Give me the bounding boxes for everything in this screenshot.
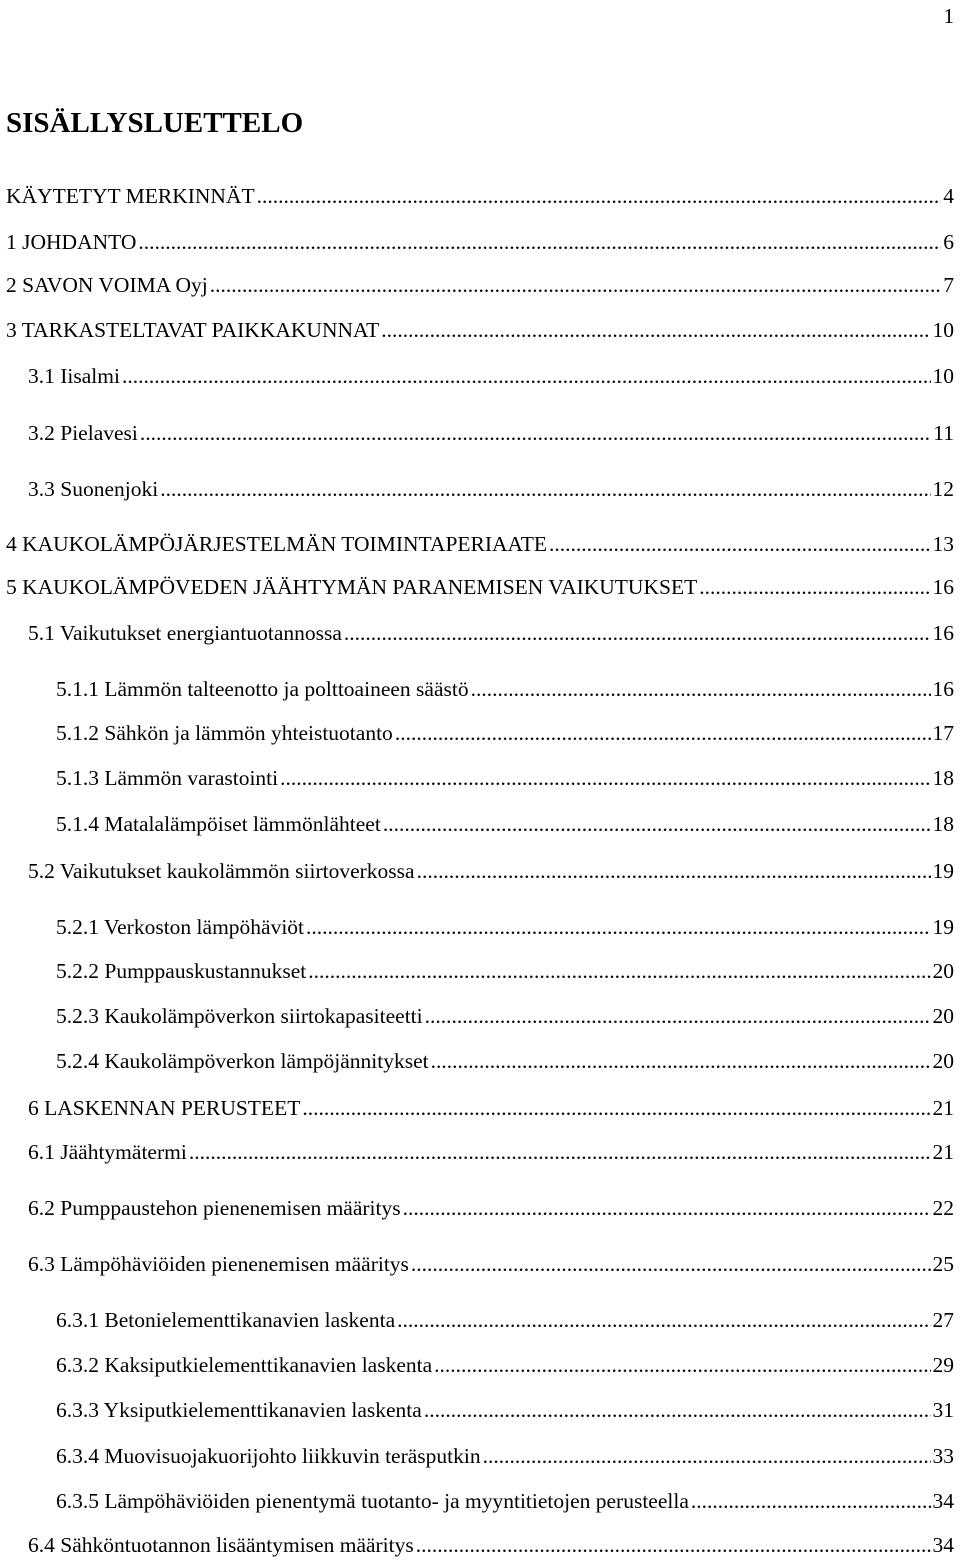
toc-entry-page: 19 (932, 859, 954, 883)
toc-entry[interactable] (56, 1395, 954, 1425)
toc-entry-title: 5.1.4 Matalalämpöiset lämmönlähteet (56, 812, 381, 836)
page-number: 1 (943, 4, 954, 28)
toc-entry[interactable] (28, 1137, 954, 1167)
toc-entry[interactable] (6, 227, 954, 257)
toc-entry[interactable] (6, 315, 954, 345)
toc-entry-page: 13 (932, 532, 954, 556)
toc-entry-page: 20 (932, 1049, 954, 1073)
dot-leader (691, 1486, 931, 1516)
toc-entry[interactable] (56, 1305, 954, 1335)
toc-entry[interactable] (56, 1046, 954, 1076)
toc-entry-page: 7 (943, 273, 954, 297)
dot-leader (257, 181, 942, 211)
toc-entry-page: 34 (932, 1489, 954, 1513)
toc-entry-page: 16 (932, 575, 954, 599)
toc-entry-page: 21 (932, 1140, 954, 1164)
toc-entry-title: 6.3 Lämpöhäviöiden pienenemisen määritys (28, 1252, 409, 1276)
dot-leader (308, 956, 930, 986)
toc-entry[interactable] (56, 1486, 954, 1516)
toc-entry[interactable] (6, 529, 954, 559)
toc-entry-title: 3.1 Iisalmi (28, 364, 120, 388)
toc-entry-page: 31 (932, 1398, 954, 1422)
dot-leader (434, 1350, 930, 1380)
toc-entry[interactable] (6, 572, 954, 602)
toc-entry-page: 27 (932, 1308, 954, 1332)
toc-entry[interactable] (28, 1093, 954, 1123)
toc-entry-title: 6 LASKENNAN PERUSTEET (28, 1096, 301, 1120)
dot-leader (138, 227, 941, 257)
toc-entry-page: 12 (932, 477, 954, 501)
toc-entry-title: 5.2 Vaikutukset kaukolämmön siirtoverkossa (28, 859, 415, 883)
toc-entry[interactable] (28, 474, 954, 504)
toc-entry-title: 6.3.3 Yksiputkielementtikanavien laskenta (56, 1398, 422, 1422)
toc-entry-page: 16 (932, 677, 954, 701)
toc-entry-page: 11 (933, 421, 954, 445)
toc-entry-title: 6.4 Sähköntuotannon lisääntymisen määritys (28, 1533, 414, 1557)
dot-leader (549, 529, 931, 559)
toc-entry-page: 29 (932, 1353, 954, 1377)
toc-entry-title: 5.2.3 Kaukolämpöverkon siirtokapasiteetti (56, 1004, 423, 1028)
dot-leader (425, 1001, 931, 1031)
toc-entry[interactable] (56, 809, 954, 839)
toc-entry-page: 22 (932, 1196, 954, 1220)
toc-entry-title: 5.1.3 Lämmön varastointi (56, 766, 279, 790)
dot-leader (483, 1441, 931, 1471)
dot-leader (411, 1249, 931, 1279)
toc-entry[interactable] (6, 270, 954, 300)
dot-leader (210, 270, 942, 300)
toc-entry-page: 18 (932, 812, 954, 836)
dot-leader (160, 474, 930, 504)
dot-leader (302, 1093, 930, 1123)
dot-leader (395, 718, 931, 748)
toc-entry-title: 3.2 Pielavesi (28, 421, 138, 445)
toc-entry[interactable] (28, 1249, 954, 1279)
toc-entry[interactable] (28, 856, 954, 886)
dot-leader (383, 809, 931, 839)
toc-entry-title: 6.3.5 Lämpöhäviöiden pienentymä tuotanto- ja myyntitietojen perusteella (56, 1489, 689, 1513)
toc-entry-title: 3.3 Suonenjoki (28, 477, 159, 501)
dot-leader (140, 418, 931, 448)
dot-leader (344, 618, 931, 648)
toc-entry[interactable] (28, 361, 954, 391)
toc-entry[interactable] (6, 181, 954, 211)
toc-entry[interactable] (56, 763, 954, 793)
toc-entry-page: 34 (932, 1533, 954, 1557)
toc-entry-page: 20 (932, 959, 954, 983)
dot-leader (424, 1395, 931, 1425)
toc-entry-title: 6.2 Pumppaustehon pienenemisen määritys (28, 1196, 401, 1220)
dot-leader (306, 912, 930, 942)
toc-entry[interactable] (56, 1001, 954, 1031)
toc-entry-title: 6.3.4 Muovisuojakuorijohto liikkuvin teräsputkin (56, 1444, 481, 1468)
toc-heading: SISÄLLYSLUETTELO (6, 107, 304, 139)
dot-leader (699, 572, 930, 602)
toc-entry-title: 2 SAVON VOIMA Oyj (6, 273, 208, 297)
dot-leader (417, 856, 931, 886)
toc-entry[interactable] (56, 1441, 954, 1471)
toc-entry[interactable] (56, 674, 954, 704)
toc-entry-title: KÄYTETYT MERKINNÄT (6, 184, 255, 208)
toc-entry[interactable] (28, 618, 954, 648)
toc-entry-title: 6.3.1 Betonielementtikanavien laskenta (56, 1308, 396, 1332)
dot-leader (280, 763, 930, 793)
toc-entry-title: 6.3.2 Kaksiputkielementtikanavien laskenta (56, 1353, 433, 1377)
toc-entry-title: 5 KAUKOLÄMPÖVEDEN JÄÄHTYMÄN PARANEMISEN VAIKUTUKSET (6, 575, 698, 599)
dot-leader (416, 1530, 931, 1560)
toc-entry-page: 21 (932, 1096, 954, 1120)
toc-entry-title: 1 JOHDANTO (6, 230, 137, 254)
toc-entry[interactable] (56, 956, 954, 986)
toc-entry[interactable] (56, 1350, 954, 1380)
toc-entry-title: 5.2.2 Pumppauskustannukset (56, 959, 307, 983)
toc-entry-title: 5.2.4 Kaukolämpöverkon lämpöjännitykset (56, 1049, 429, 1073)
toc-entry-page: 10 (932, 318, 954, 342)
toc-entry-page: 25 (932, 1252, 954, 1276)
toc-entry[interactable] (56, 912, 954, 942)
toc-entry-title: 6.1 Jäähtymätermi (28, 1140, 187, 1164)
toc-entry-page: 20 (932, 1004, 954, 1028)
toc-entry-title: 5.1.2 Sähkön ja lämmön yhteistuotanto (56, 721, 393, 745)
toc-entry-page: 19 (932, 915, 954, 939)
dot-leader (381, 315, 930, 345)
toc-entry-page: 33 (932, 1444, 954, 1468)
toc-entry-page: 6 (943, 230, 954, 254)
dot-leader (122, 361, 931, 391)
toc-entry-title: 5.1.1 Lämmön talteenotto ja polttoaineen säästö (56, 677, 469, 701)
toc-entry-page: 18 (932, 766, 954, 790)
toc-entry-title: 4 KAUKOLÄMPÖJÄRJESTELMÄN TOIMINTAPERIAATE (6, 532, 547, 556)
toc-entry-title: 3 TARKASTELTAVAT PAIKKAKUNNAT (6, 318, 380, 342)
toc-entry-page: 16 (932, 621, 954, 645)
toc-entry-page: 10 (932, 364, 954, 388)
toc-entry-title: 5.1 Vaikutukset energiantuotannossa (28, 621, 342, 645)
toc-entry[interactable] (28, 418, 954, 448)
toc-entry-page: 17 (932, 721, 954, 745)
toc-entry-page: 4 (943, 184, 954, 208)
toc-entry[interactable] (28, 1193, 954, 1223)
toc-entry-title: 5.2.1 Verkoston lämpöhäviöt (56, 915, 305, 939)
toc-entry[interactable] (56, 718, 954, 748)
dot-leader (471, 674, 931, 704)
dot-leader (403, 1193, 931, 1223)
toc-entry[interactable] (28, 1530, 954, 1560)
dot-leader (397, 1305, 930, 1335)
dot-leader (189, 1137, 931, 1167)
dot-leader (431, 1046, 931, 1076)
